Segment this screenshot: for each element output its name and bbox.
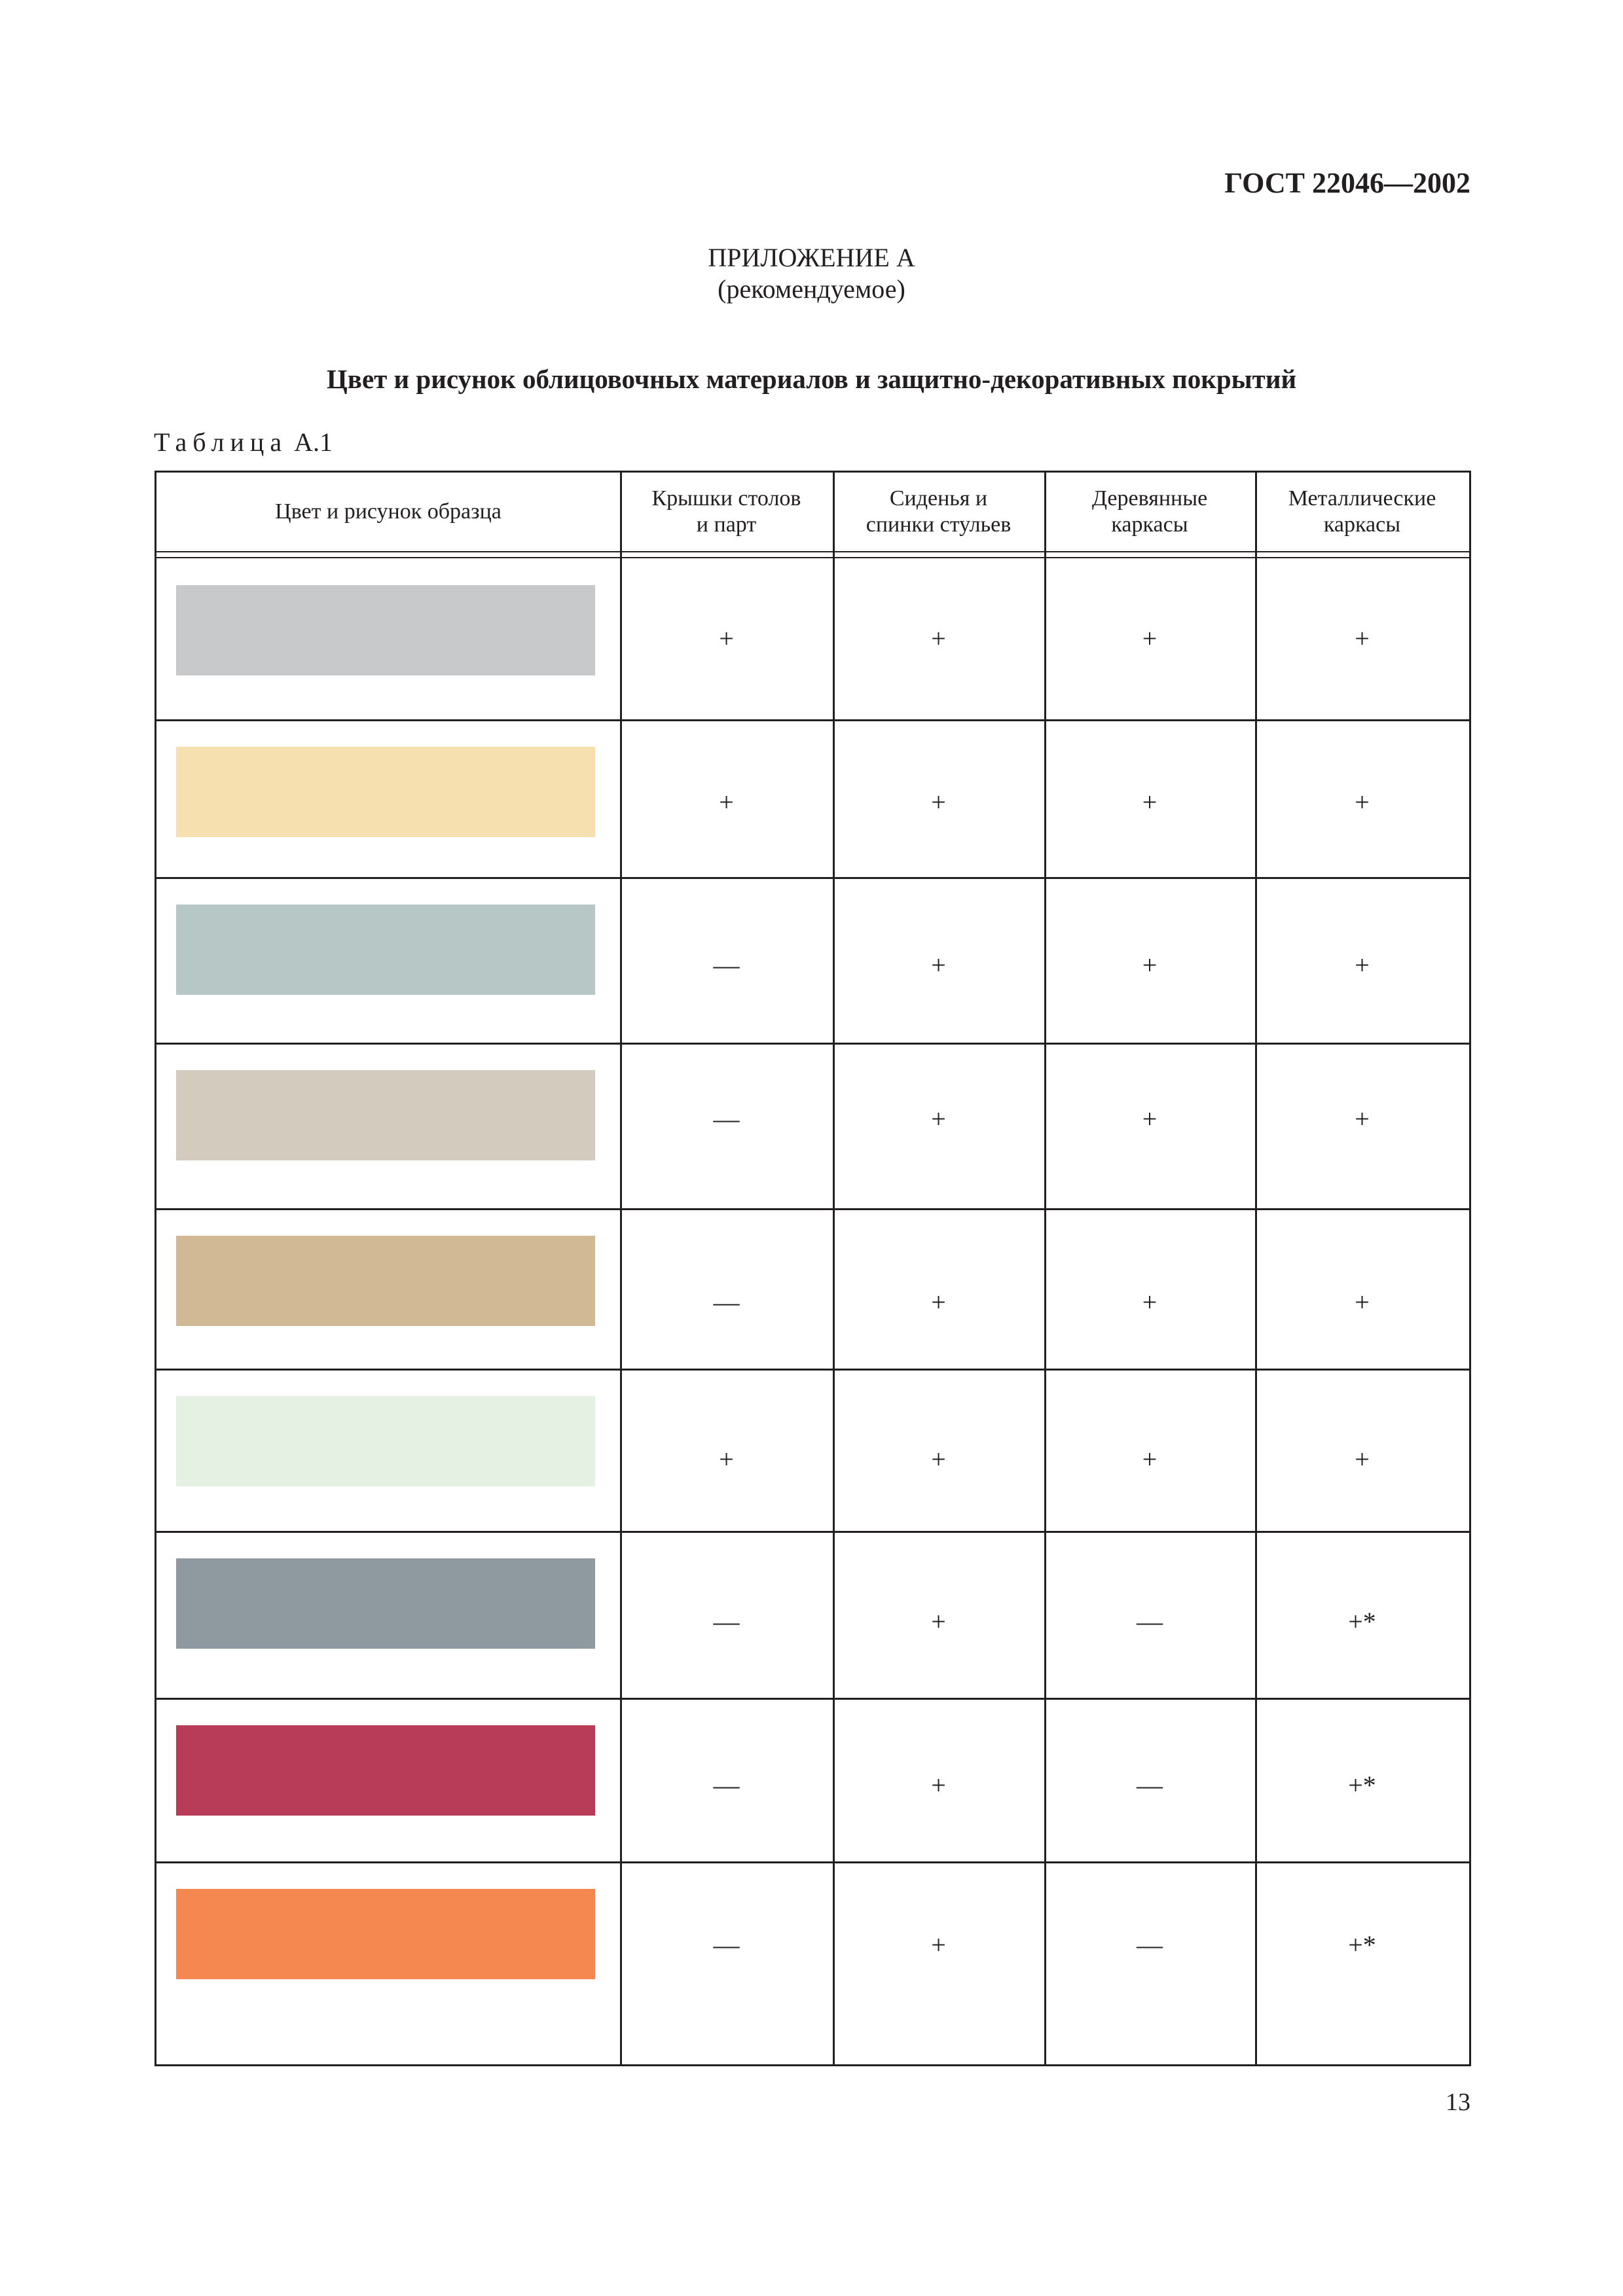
applicability-mark: + [1355,787,1370,817]
document-title: Цвет и рисунок облицовочных материалов и защитно-декоративных покрытий [326,364,1297,394]
applicability-mark: + [1142,787,1158,817]
column-header-text: Цвет и рисунок образца [275,499,501,524]
applicability-mark: — [1137,1930,1163,1960]
column-header [620,473,833,551]
color-swatch [176,1725,595,1816]
row-divider [156,1861,1469,1863]
row-divider [156,877,1469,879]
column-header-text: Сиденья и спинки стульев [866,486,1012,537]
row-divider [156,1208,1469,1210]
color-swatch [176,585,595,675]
column-header [833,473,1044,551]
color-swatch [176,1396,595,1486]
column-header-text: Крышки столов и парт [651,486,801,537]
applicability-mark: +* [1348,1930,1376,1960]
applicability-mark: + [931,1444,946,1474]
applicability-mark: + [931,1770,946,1800]
appendix-heading [0,242,1623,305]
applicability-mark: + [1355,1444,1370,1474]
table-caption-number: А.1 [294,427,333,457]
applicability-mark: + [1142,1287,1158,1317]
applicability-mark: + [1355,1287,1370,1317]
applicability-mark: +* [1348,1607,1376,1636]
column-header [156,473,620,551]
applicability-mark: — [713,1770,740,1800]
applicability-mark: + [1355,1104,1370,1134]
table-caption [154,427,333,457]
column-divider [1255,473,1257,2064]
applicability-mark: + [719,787,734,817]
color-swatch [176,747,595,837]
applicability-mark: + [1142,624,1158,653]
applicability-mark: — [713,1287,740,1317]
color-swatch [176,1070,595,1160]
row-divider [156,1369,1469,1371]
applicability-mark: + [1355,624,1370,653]
appendix-subtitle: (рекомендуемое) [718,274,905,304]
applicability-mark: + [931,1104,946,1134]
column-divider [620,473,622,2064]
row-divider [156,1698,1469,1700]
color-swatch [176,1236,595,1326]
row-divider [156,1043,1469,1045]
page-number: 13 [1446,2089,1470,2116]
column-header [1255,473,1469,551]
column-header [1044,473,1255,551]
row-divider [156,719,1469,721]
color-swatch [176,905,595,995]
table-caption-word: Таблица [154,427,288,457]
applicability-mark: + [719,624,734,653]
color-swatch [176,1889,595,1979]
applicability-mark: + [931,1607,946,1636]
applicability-mark: — [713,1104,740,1134]
applicability-mark: + [719,1444,734,1474]
column-header-text: Металлические каркасы [1288,486,1436,537]
color-table [155,471,1471,2066]
applicability-mark: + [931,950,946,980]
applicability-mark: — [713,1930,740,1960]
applicability-mark: — [713,1607,740,1636]
header-divider [156,557,1469,558]
applicability-mark: + [931,624,946,653]
applicability-mark: — [713,950,740,980]
gost-code: ГОСТ 22046—2002 [1224,167,1470,199]
applicability-mark: + [1355,950,1370,980]
column-header-text: Деревянные каркасы [1091,486,1208,537]
applicability-mark: + [931,1930,946,1960]
row-divider [156,1531,1469,1533]
applicability-mark: + [1142,1444,1158,1474]
applicability-mark: + [931,1287,946,1317]
applicability-mark: +* [1348,1770,1376,1800]
applicability-mark: — [1137,1607,1163,1636]
header-divider [156,551,1469,552]
column-divider [1044,473,1046,2064]
column-divider [833,473,835,2064]
applicability-mark: — [1137,1770,1163,1800]
applicability-mark: + [931,787,946,817]
appendix-label: ПРИЛОЖЕНИЕ А [708,243,915,272]
color-swatch [176,1558,595,1649]
applicability-mark: + [1142,1104,1158,1134]
applicability-mark: + [1142,950,1158,980]
